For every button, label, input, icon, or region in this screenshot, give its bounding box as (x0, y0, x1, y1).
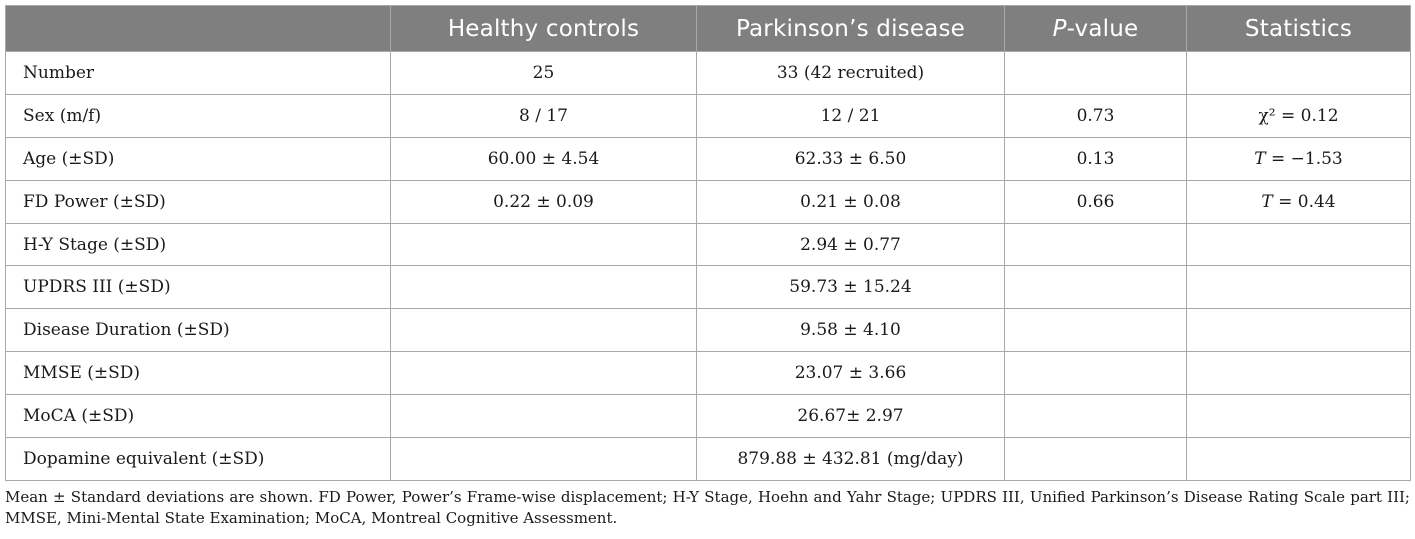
demographics-table (5, 5, 1411, 481)
statistics-cell (1187, 266, 1411, 309)
row-label-cell: Age (±SD) (6, 137, 391, 180)
table-body (6, 52, 1411, 481)
parkinsons-disease-cell: 26.67± 2.97 (697, 395, 1005, 438)
healthy-controls-cell (391, 223, 697, 266)
table-row (6, 395, 1411, 438)
parkinsons-disease-cell: 62.33 ± 6.50 (697, 137, 1005, 180)
p-value-cell (1005, 309, 1187, 352)
parkinsons-disease-cell: 59.73 ± 15.24 (697, 266, 1005, 309)
row-label-cell: Sex (m/f) (6, 94, 391, 137)
table-row (6, 137, 1411, 180)
header-p-value (1005, 6, 1187, 52)
p-value-cell (1005, 395, 1187, 438)
row-label-cell: FD Power (±SD) (6, 180, 391, 223)
row-label-cell: Number (6, 52, 391, 95)
row-label-cell: MMSE (±SD) (6, 352, 391, 395)
statistic-value: = 0.44 (1272, 191, 1336, 212)
healthy-controls-cell: 60.00 ± 4.54 (391, 137, 697, 180)
table-row (6, 309, 1411, 352)
statistic-symbol: T (1261, 191, 1273, 212)
table-row (6, 352, 1411, 395)
header-row (6, 6, 1411, 52)
p-value-cell (1005, 266, 1187, 309)
row-label-cell: H-Y Stage (±SD) (6, 223, 391, 266)
parkinsons-disease-cell: 879.88 ± 432.81 (mg/day) (697, 438, 1005, 481)
statistics-cell (1187, 438, 1411, 481)
statistic-value: = −1.53 (1265, 148, 1343, 169)
healthy-controls-cell (391, 266, 697, 309)
healthy-controls-cell (391, 309, 697, 352)
statistic-symbol: T (1254, 148, 1266, 169)
healthy-controls-cell: 0.22 ± 0.09 (391, 180, 697, 223)
row-label-cell: Disease Duration (±SD) (6, 309, 391, 352)
p-value-cell: 0.66 (1005, 180, 1187, 223)
statistics-cell (1187, 395, 1411, 438)
parkinsons-disease-cell: 33 (42 recruited) (697, 52, 1005, 95)
header-p-value-rest: -value (1066, 15, 1139, 42)
p-value-cell (1005, 438, 1187, 481)
healthy-controls-cell (391, 352, 697, 395)
table-row (6, 223, 1411, 266)
statistics-cell (1187, 180, 1411, 223)
table-row (6, 94, 1411, 137)
statistics-cell (1187, 223, 1411, 266)
statistics-cell (1187, 137, 1411, 180)
table-footnote: Mean ± Standard deviations are shown. FD Power, Power’s Frame-wise displacement; H-Y Stage, Hoehn and Yahr Stage; UPDRS III, Unified Parkinson’s Disease Rating Scale part III; MMSE, Mini-Mental State Examination; MoCA, Montreal Cognitive Assessment. (5, 488, 1410, 527)
statistics-cell (1187, 52, 1411, 95)
table-row (6, 180, 1411, 223)
header-parkinsons-disease: Parkinson’s disease (697, 6, 1005, 52)
table-row (6, 52, 1411, 95)
parkinsons-disease-cell: 9.58 ± 4.10 (697, 309, 1005, 352)
healthy-controls-cell (391, 395, 697, 438)
row-label-cell: MoCA (±SD) (6, 395, 391, 438)
table-row (6, 438, 1411, 481)
table-header (6, 6, 1411, 52)
p-value-cell (1005, 52, 1187, 95)
statistics-cell (1187, 352, 1411, 395)
table-row (6, 266, 1411, 309)
p-value-cell (1005, 223, 1187, 266)
healthy-controls-cell: 25 (391, 52, 697, 95)
parkinsons-disease-cell: 0.21 ± 0.08 (697, 180, 1005, 223)
p-value-cell (1005, 352, 1187, 395)
row-label-cell: Dopamine equivalent (±SD) (6, 438, 391, 481)
header-label-cell (6, 6, 391, 52)
statistics-cell (1187, 309, 1411, 352)
healthy-controls-cell: 8 / 17 (391, 94, 697, 137)
parkinsons-disease-cell: 12 / 21 (697, 94, 1005, 137)
healthy-controls-cell (391, 438, 697, 481)
header-p-value-italic: P (1052, 15, 1067, 42)
parkinsons-disease-cell: 2.94 ± 0.77 (697, 223, 1005, 266)
statistics-cell (1187, 94, 1411, 137)
p-value-cell: 0.73 (1005, 94, 1187, 137)
row-label-cell: UPDRS III (±SD) (6, 266, 391, 309)
p-value-cell: 0.13 (1005, 137, 1187, 180)
parkinsons-disease-cell: 23.07 ± 3.66 (697, 352, 1005, 395)
statistic-value: χ² = 0.12 (1258, 105, 1339, 126)
header-healthy-controls: Healthy controls (391, 6, 697, 52)
header-statistics: Statistics (1187, 6, 1411, 52)
